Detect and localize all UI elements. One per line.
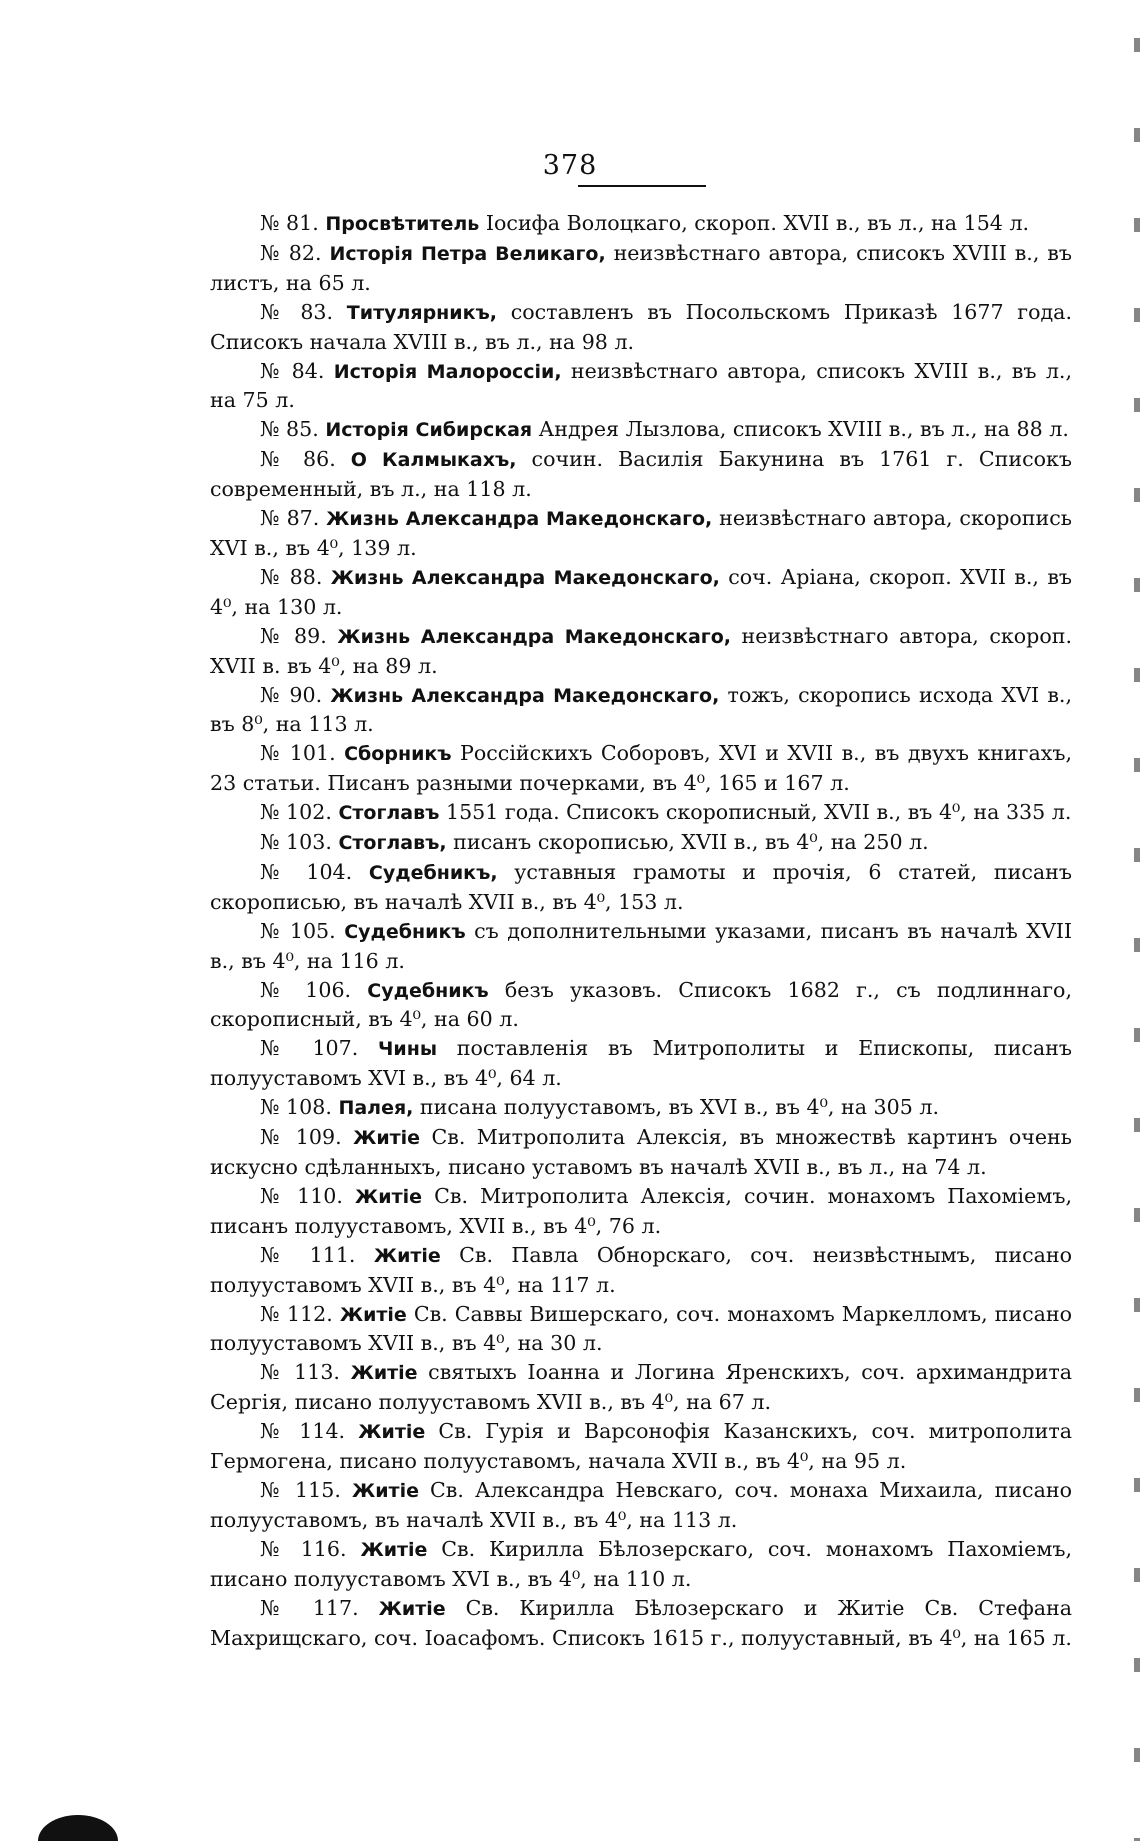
entry-number: № 114. (260, 1419, 346, 1444)
entry-title: Титулярникъ, (346, 301, 498, 324)
entry-number: № 115. (260, 1477, 341, 1502)
entry-description: неизвѣстнаго автора, списокъ XVIII в., въ л., на 75 л. (210, 358, 1073, 413)
entry-description: Св. Кирилла Бѣлозерскаго, соч. монахомъ Пахоміемъ, писано полууставомъ XVI в., въ 4⁰, на 110 л. (210, 1536, 1072, 1591)
catalog-entry (210, 1093, 1072, 1123)
entry-description: Св. Митрополита Алексія, въ множествѣ картинъ очень искусно сдѣланныхъ, писано уставомъ въ началѣ XVII в., въ л., на 74 л. (210, 1125, 1072, 1179)
entry-title: Чины (378, 1038, 438, 1061)
entry-title: Палея, (338, 1097, 414, 1120)
entry-description: неизвѣстнаго автора, списокъ XVIII в., въ листъ, на 65 л. (210, 240, 1072, 295)
entry-number: № 84. (260, 358, 325, 383)
entry-number: № 106. (260, 977, 352, 1002)
catalog-entry (210, 1182, 1072, 1241)
entry-title: Жизнь Александра Македонскаго, (330, 684, 720, 707)
entry-description: Св. Павла Обнорскаго, соч. неизвѣстнымъ, писано полууставомъ XVII в., въ 4⁰, на 117 л. (210, 1242, 1073, 1297)
entry-title: Житіе (351, 1479, 419, 1502)
catalog-entry (210, 976, 1072, 1035)
catalog-entry (210, 415, 1072, 445)
entry-number: № 101. (260, 741, 336, 766)
catalog-entry (210, 1034, 1072, 1093)
catalog-entry (210, 445, 1072, 504)
entry-description: Россійскихъ Соборовъ, XVI и XVII в., въ двухъ книгахъ, 23 статьи. Писанъ разными почерками, въ 4⁰, 165 и 167 л. (210, 741, 1073, 796)
entry-number: № 102. (260, 800, 332, 825)
entry-description: уставныя грамоты и прочія, 6 статей, писанъ скорописью, въ началѣ XVII в., въ 4⁰, 153 л. (210, 859, 1072, 914)
entry-description: писана полууставомъ, въ XVI в., въ 4⁰, на 305 л. (413, 1095, 940, 1120)
entry-description: съ дополнительными указами, писанъ въ началѣ XVII в., въ 4⁰, на 116 л. (210, 918, 1073, 973)
catalog-entry (210, 739, 1072, 798)
entry-number: № 108. (260, 1095, 332, 1120)
entry-title: Житіе (358, 1421, 426, 1444)
entry-number: № 112. (260, 1301, 333, 1326)
scan-corner-blot (38, 1815, 118, 1841)
entry-number: № 90. (260, 682, 323, 707)
catalog-entry (210, 622, 1072, 681)
catalog-entry (210, 1241, 1072, 1300)
entry-number: № 81. (260, 211, 319, 235)
entry-list (210, 209, 1072, 1652)
catalog-entry (210, 298, 1072, 357)
catalog-entry (210, 563, 1072, 622)
entry-number: № 110. (260, 1183, 343, 1208)
entry-number: № 83. (260, 299, 334, 324)
entry-number: № 113. (260, 1360, 340, 1385)
entry-description: писанъ скорописью, XVII в., въ 4⁰, на 250 л. (446, 830, 929, 855)
catalog-entry (210, 1417, 1072, 1476)
catalog-entry (210, 1300, 1072, 1359)
entry-number: № 111. (260, 1242, 356, 1267)
entry-title: Жизнь Александра Македонскаго, (326, 508, 713, 531)
entry-number: № 87. (260, 506, 320, 531)
entry-description: Св. Гурія и Варсонофія Казанскихъ, соч. митрополита Гермогена, писано полууставомъ, начала XVII в., въ 4⁰, на 95 л. (210, 1419, 1073, 1474)
entry-number: № 104. (260, 859, 353, 884)
entry-number: № 89. (260, 623, 327, 648)
catalog-entry (210, 1535, 1072, 1594)
catalog-entry (210, 828, 1072, 858)
entry-description: тожъ, скоропись исхода XVI в., въ 8⁰, на 113 л. (210, 682, 1073, 737)
entry-title: Житіе (339, 1303, 407, 1326)
catalog-entry (210, 917, 1072, 976)
entry-number: № 109. (260, 1125, 342, 1150)
catalog-entry (210, 798, 1072, 828)
entry-number: № 105. (260, 918, 336, 943)
entry-number: № 103. (260, 830, 332, 855)
entry-title: Исторія Сибирская (325, 419, 533, 442)
header-rule (578, 185, 706, 187)
scan-edge-mark (1134, 0, 1140, 1841)
entry-description: составленъ въ Посольскомъ Приказѣ 1677 года. Списокъ начала XVIII в., въ л., на 98 л. (210, 299, 1072, 354)
catalog-entry (210, 858, 1072, 917)
catalog-entry (210, 1476, 1072, 1535)
entry-description: Св. Саввы Вишерскаго, соч. монахомъ Маркелломъ, писано полууставомъ XVII в., въ 4⁰, на 30 л. (210, 1301, 1073, 1356)
entry-title: Просвѣтитель (325, 213, 480, 235)
entry-title: Сборникъ (344, 743, 452, 766)
entry-title: Житіе (350, 1362, 418, 1385)
entry-title: Житіе (373, 1244, 441, 1267)
entry-title: Исторія Малороссіи, (333, 360, 562, 383)
catalog-entry (210, 1358, 1072, 1417)
entry-description: Андрея Лызлова, списокъ XVIII в., въ л., на 88 л. (532, 417, 1069, 442)
entry-description: Св. Митрополита Алексія, сочин. монахомъ Пахоміемъ, писанъ полууставомъ, XVII в., въ 4⁰, 76 л. (210, 1183, 1072, 1238)
entry-title: Стоглавъ, (338, 832, 447, 855)
catalog-entry (210, 239, 1072, 298)
entry-title: Судебникъ (344, 920, 466, 943)
entry-description: Св. Кирилла Бѣлозерскаго и Житіе Св. Стефана Махрищскаго, соч. Іоасафомъ. Списокъ 1615 г., полууставный, въ 4⁰, на 165 л. (210, 1595, 1073, 1650)
entry-description: Іосифа Волоцкаго, скороп. XVII в., въ л., на 154 л. (479, 211, 1030, 235)
catalog-entry (210, 1123, 1072, 1182)
entry-title: О Калмыкахъ, (350, 449, 517, 472)
entry-number: № 88. (260, 564, 323, 589)
catalog-entry (210, 209, 1072, 239)
entry-title: Стоглавъ (338, 802, 440, 825)
entry-number: № 116. (260, 1536, 347, 1561)
entry-title: Житіе (355, 1185, 423, 1208)
entry-description: сочин. Василія Бакунина въ 1761 г. Списокъ современный, въ л., на 118 л. (210, 447, 1072, 502)
catalog-entry (210, 357, 1072, 416)
entry-description: безъ указовъ. Списокъ 1682 г., съ подлиннаго, скорописный, въ 4⁰, на 60 л. (210, 977, 1072, 1032)
catalog-entry (210, 504, 1072, 563)
page-number: 378 (542, 150, 598, 181)
entry-description: Св. Александра Невскаго, соч. монаха Михаила, писано полууставомъ, въ началѣ XVII в., въ 4⁰, на 113 л. (210, 1477, 1072, 1532)
entry-title: Житіе (360, 1538, 428, 1561)
entry-description: 1551 года. Списокъ скорописный, XVII в., въ 4⁰, на 335 л. (439, 800, 1072, 825)
entry-title: Исторія Петра Великаго, (329, 242, 606, 265)
entry-title: Жизнь Александра Македонскаго, (337, 625, 731, 648)
entry-number: № 86. (260, 447, 336, 472)
entry-number: № 82. (260, 240, 322, 265)
entry-description: неизвѣстнаго автора, скоропись XVI в., въ 4⁰, 139 л. (210, 506, 1072, 560)
entry-title: Житіе (378, 1597, 446, 1620)
entry-title: Жизнь Александра Македонскаго, (330, 566, 720, 589)
entry-title: Судебникъ (367, 979, 489, 1002)
entry-description: соч. Аріана, скороп. XVII в., въ 4⁰, на 130 л. (210, 564, 1073, 619)
entry-number: № 107. (260, 1036, 359, 1061)
catalog-entry (210, 1594, 1072, 1653)
entry-description: неизвѣстнаго автора, скороп. XVII в. въ 4⁰, на 89 л. (210, 623, 1072, 678)
entry-description: поставленія въ Митрополиты и Епископы, писанъ полууставомъ XVI в., въ 4⁰, 64 л. (210, 1036, 1072, 1091)
entry-number: № 117. (260, 1595, 359, 1620)
entry-description: святыхъ Іоанна и Логина Яренскихъ, соч. архимандрита Сергія, писано полууставомъ XVII в., въ 4⁰, на 67 л. (210, 1360, 1072, 1415)
entry-number: № 85. (260, 417, 319, 442)
entry-title: Судебникъ, (368, 861, 498, 884)
entry-title: Житіе (353, 1127, 421, 1150)
catalog-entry (210, 681, 1072, 740)
